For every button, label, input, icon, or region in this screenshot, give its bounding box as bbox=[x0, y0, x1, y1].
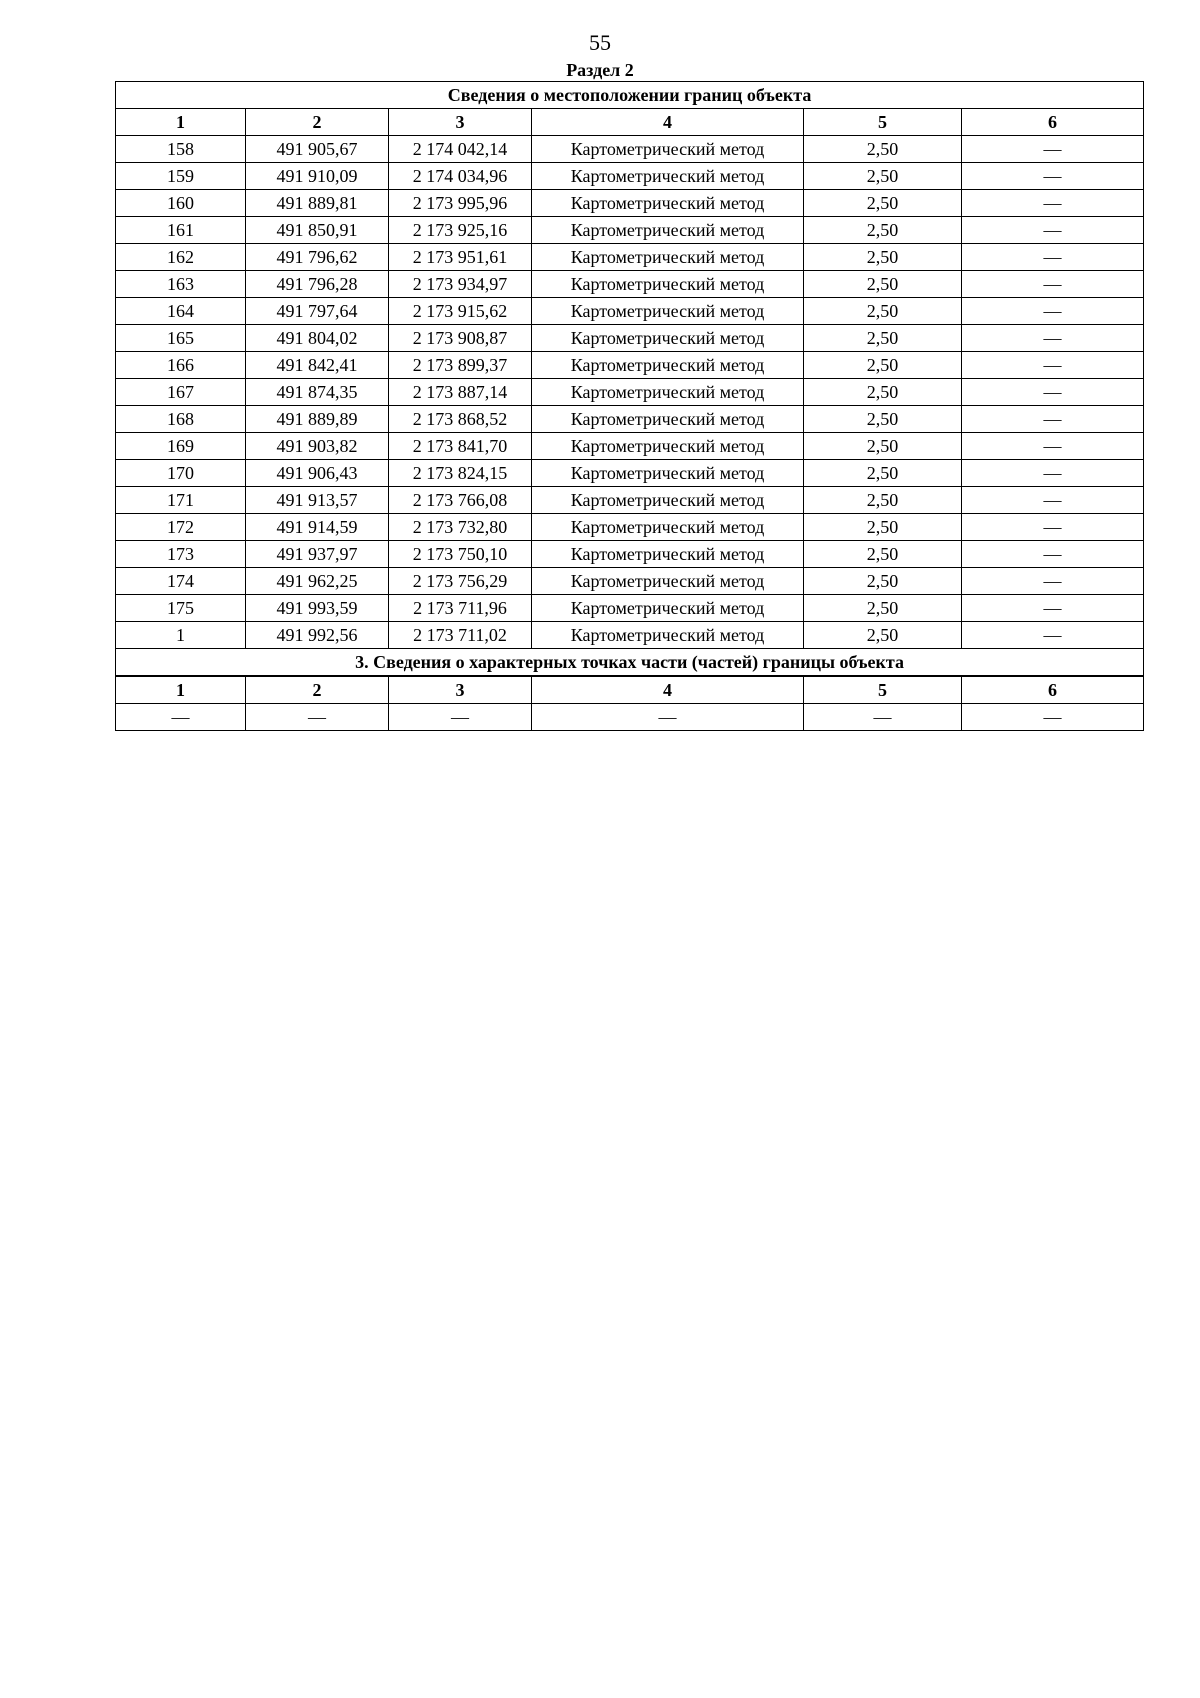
cell-description: — bbox=[962, 163, 1144, 190]
cell-description: — bbox=[962, 271, 1144, 298]
cell-method: Картометрический метод bbox=[532, 271, 804, 298]
cell-point-number: 167 bbox=[116, 379, 246, 406]
cell-accuracy: 2,50 bbox=[804, 622, 962, 649]
cell-coord-y: 2 173 711,02 bbox=[389, 622, 532, 649]
cell-coord-x: 491 874,35 bbox=[246, 379, 389, 406]
cell-coord-y: 2 173 766,08 bbox=[389, 487, 532, 514]
table-row bbox=[116, 541, 1144, 568]
subsection-title: 3. Сведения о характерных точках части (частей) границы объекта bbox=[116, 649, 1144, 677]
cell-description: — bbox=[962, 595, 1144, 622]
table-row bbox=[116, 595, 1144, 622]
boundary-table bbox=[115, 81, 1144, 731]
cell-accuracy: 2,50 bbox=[804, 136, 962, 163]
cell-coord-y: 2 173 824,15 bbox=[389, 460, 532, 487]
cell-coord-x: — bbox=[246, 704, 389, 731]
cell-coord-x: 491 796,62 bbox=[246, 244, 389, 271]
cell-coord-x: 491 992,56 bbox=[246, 622, 389, 649]
table-title: Сведения о местоположении границ объекта bbox=[116, 82, 1144, 109]
cell-point-number: 164 bbox=[116, 298, 246, 325]
column-header-6: 6 bbox=[962, 676, 1144, 704]
cell-coord-y: 2 173 934,97 bbox=[389, 271, 532, 298]
cell-method: Картометрический метод bbox=[532, 487, 804, 514]
cell-accuracy: 2,50 bbox=[804, 244, 962, 271]
cell-accuracy: 2,50 bbox=[804, 325, 962, 352]
cell-method: Картометрический метод bbox=[532, 595, 804, 622]
section-title: Раздел 2 bbox=[566, 60, 634, 80]
column-header-1: 1 bbox=[116, 676, 246, 704]
cell-coord-x: 491 797,64 bbox=[246, 298, 389, 325]
column-header-3: 3 bbox=[389, 109, 532, 136]
cell-method: Картометрический метод bbox=[532, 568, 804, 595]
cell-description: — bbox=[962, 244, 1144, 271]
cell-accuracy: 2,50 bbox=[804, 406, 962, 433]
cell-method: Картометрический метод bbox=[532, 136, 804, 163]
cell-coord-y: 2 173 868,52 bbox=[389, 406, 532, 433]
table-row bbox=[116, 190, 1144, 217]
cell-coord-x: 491 905,67 bbox=[246, 136, 389, 163]
cell-description: — bbox=[962, 190, 1144, 217]
cell-description: — bbox=[962, 352, 1144, 379]
cell-accuracy: 2,50 bbox=[804, 487, 962, 514]
cell-coord-x: 491 993,59 bbox=[246, 595, 389, 622]
table-row bbox=[116, 514, 1144, 541]
cell-coord-y: 2 173 908,87 bbox=[389, 325, 532, 352]
subsection-header-row bbox=[116, 676, 1144, 704]
cell-description: — bbox=[962, 298, 1144, 325]
cell-point-number: 162 bbox=[116, 244, 246, 271]
cell-point-number: 1 bbox=[116, 622, 246, 649]
table-row bbox=[116, 406, 1144, 433]
cell-accuracy: — bbox=[804, 704, 962, 731]
cell-description: — bbox=[962, 217, 1144, 244]
cell-coord-x: 491 914,59 bbox=[246, 514, 389, 541]
cell-coord-x: 491 796,28 bbox=[246, 271, 389, 298]
table-row bbox=[116, 433, 1144, 460]
cell-description: — bbox=[962, 379, 1144, 406]
cell-coord-y: 2 173 750,10 bbox=[389, 541, 532, 568]
cell-description: — bbox=[962, 622, 1144, 649]
column-header-2: 2 bbox=[246, 109, 389, 136]
cell-point-number: 158 bbox=[116, 136, 246, 163]
cell-point-number: 175 bbox=[116, 595, 246, 622]
cell-coord-x: 491 804,02 bbox=[246, 325, 389, 352]
cell-accuracy: 2,50 bbox=[804, 460, 962, 487]
cell-description: — bbox=[962, 406, 1144, 433]
page-number: 55 bbox=[589, 30, 611, 55]
cell-method: Картометрический метод bbox=[532, 244, 804, 271]
cell-coord-x: 491 903,82 bbox=[246, 433, 389, 460]
column-header-4: 4 bbox=[532, 676, 804, 704]
cell-point-number: 165 bbox=[116, 325, 246, 352]
subsection-title-row bbox=[116, 649, 1144, 677]
cell-point-number: 173 bbox=[116, 541, 246, 568]
cell-description: — bbox=[962, 704, 1144, 731]
cell-accuracy: 2,50 bbox=[804, 595, 962, 622]
cell-point-number: 168 bbox=[116, 406, 246, 433]
cell-point-number: 169 bbox=[116, 433, 246, 460]
cell-method: Картометрический метод bbox=[532, 163, 804, 190]
table-row bbox=[116, 244, 1144, 271]
column-header-4: 4 bbox=[532, 109, 804, 136]
column-header-2: 2 bbox=[246, 676, 389, 704]
cell-point-number: 166 bbox=[116, 352, 246, 379]
cell-coord-y: 2 173 951,61 bbox=[389, 244, 532, 271]
cell-method: Картометрический метод bbox=[532, 406, 804, 433]
cell-coord-y: — bbox=[389, 704, 532, 731]
cell-accuracy: 2,50 bbox=[804, 298, 962, 325]
cell-method: Картометрический метод bbox=[532, 190, 804, 217]
cell-coord-y: 2 173 995,96 bbox=[389, 190, 532, 217]
cell-coord-x: 491 962,25 bbox=[246, 568, 389, 595]
column-header-3: 3 bbox=[389, 676, 532, 704]
cell-coord-x: 491 889,81 bbox=[246, 190, 389, 217]
cell-coord-x: 491 906,43 bbox=[246, 460, 389, 487]
cell-accuracy: 2,50 bbox=[804, 163, 962, 190]
table-title-row bbox=[116, 82, 1144, 109]
cell-accuracy: 2,50 bbox=[804, 217, 962, 244]
cell-accuracy: 2,50 bbox=[804, 568, 962, 595]
subsection-row bbox=[116, 704, 1144, 731]
cell-accuracy: 2,50 bbox=[804, 379, 962, 406]
cell-point-number: 163 bbox=[116, 271, 246, 298]
table-body bbox=[116, 82, 1144, 731]
column-header-5: 5 bbox=[804, 109, 962, 136]
cell-coord-y: 2 173 732,80 bbox=[389, 514, 532, 541]
table-row bbox=[116, 460, 1144, 487]
column-header-5: 5 bbox=[804, 676, 962, 704]
table-row bbox=[116, 487, 1144, 514]
table-row bbox=[116, 622, 1144, 649]
cell-point-number: 161 bbox=[116, 217, 246, 244]
cell-coord-x: 491 937,97 bbox=[246, 541, 389, 568]
table-header-row bbox=[116, 109, 1144, 136]
table-row bbox=[116, 136, 1144, 163]
table-row bbox=[116, 271, 1144, 298]
cell-description: — bbox=[962, 568, 1144, 595]
cell-point-number: 171 bbox=[116, 487, 246, 514]
cell-accuracy: 2,50 bbox=[804, 352, 962, 379]
cell-accuracy: 2,50 bbox=[804, 271, 962, 298]
table-row bbox=[116, 298, 1144, 325]
cell-method: Картометрический метод bbox=[532, 217, 804, 244]
cell-accuracy: 2,50 bbox=[804, 541, 962, 568]
cell-coord-y: 2 173 711,96 bbox=[389, 595, 532, 622]
cell-description: — bbox=[962, 433, 1144, 460]
cell-method: Картометрический метод bbox=[532, 541, 804, 568]
cell-coord-x: 491 913,57 bbox=[246, 487, 389, 514]
cell-description: — bbox=[962, 325, 1144, 352]
cell-coord-y: 2 173 899,37 bbox=[389, 352, 532, 379]
table-row bbox=[116, 568, 1144, 595]
cell-coord-y: 2 174 034,96 bbox=[389, 163, 532, 190]
cell-method: Картометрический метод bbox=[532, 352, 804, 379]
cell-method: — bbox=[532, 704, 804, 731]
cell-description: — bbox=[962, 487, 1144, 514]
cell-coord-x: 491 910,09 bbox=[246, 163, 389, 190]
cell-point-number: 159 bbox=[116, 163, 246, 190]
cell-point-number: — bbox=[116, 704, 246, 731]
table-row bbox=[116, 352, 1144, 379]
cell-point-number: 172 bbox=[116, 514, 246, 541]
cell-point-number: 160 bbox=[116, 190, 246, 217]
cell-accuracy: 2,50 bbox=[804, 514, 962, 541]
cell-method: Картометрический метод bbox=[532, 433, 804, 460]
cell-method: Картометрический метод bbox=[532, 514, 804, 541]
cell-coord-y: 2 173 915,62 bbox=[389, 298, 532, 325]
table-row bbox=[116, 217, 1144, 244]
cell-coord-x: 491 842,41 bbox=[246, 352, 389, 379]
cell-method: Картометрический метод bbox=[532, 298, 804, 325]
table-row bbox=[116, 379, 1144, 406]
cell-coord-y: 2 174 042,14 bbox=[389, 136, 532, 163]
cell-description: — bbox=[962, 514, 1144, 541]
column-header-1: 1 bbox=[116, 109, 246, 136]
column-header-6: 6 bbox=[962, 109, 1144, 136]
table-row bbox=[116, 163, 1144, 190]
cell-accuracy: 2,50 bbox=[804, 190, 962, 217]
cell-coord-y: 2 173 756,29 bbox=[389, 568, 532, 595]
cell-method: Картометрический метод bbox=[532, 379, 804, 406]
cell-method: Картометрический метод bbox=[532, 460, 804, 487]
cell-coord-x: 491 850,91 bbox=[246, 217, 389, 244]
cell-point-number: 174 bbox=[116, 568, 246, 595]
cell-description: — bbox=[962, 541, 1144, 568]
cell-coord-x: 491 889,89 bbox=[246, 406, 389, 433]
cell-description: — bbox=[962, 460, 1144, 487]
cell-point-number: 170 bbox=[116, 460, 246, 487]
table-row bbox=[116, 325, 1144, 352]
cell-coord-y: 2 173 887,14 bbox=[389, 379, 532, 406]
cell-method: Картометрический метод bbox=[532, 622, 804, 649]
cell-coord-y: 2 173 841,70 bbox=[389, 433, 532, 460]
cell-method: Картометрический метод bbox=[532, 325, 804, 352]
cell-description: — bbox=[962, 136, 1144, 163]
cell-coord-y: 2 173 925,16 bbox=[389, 217, 532, 244]
cell-accuracy: 2,50 bbox=[804, 433, 962, 460]
